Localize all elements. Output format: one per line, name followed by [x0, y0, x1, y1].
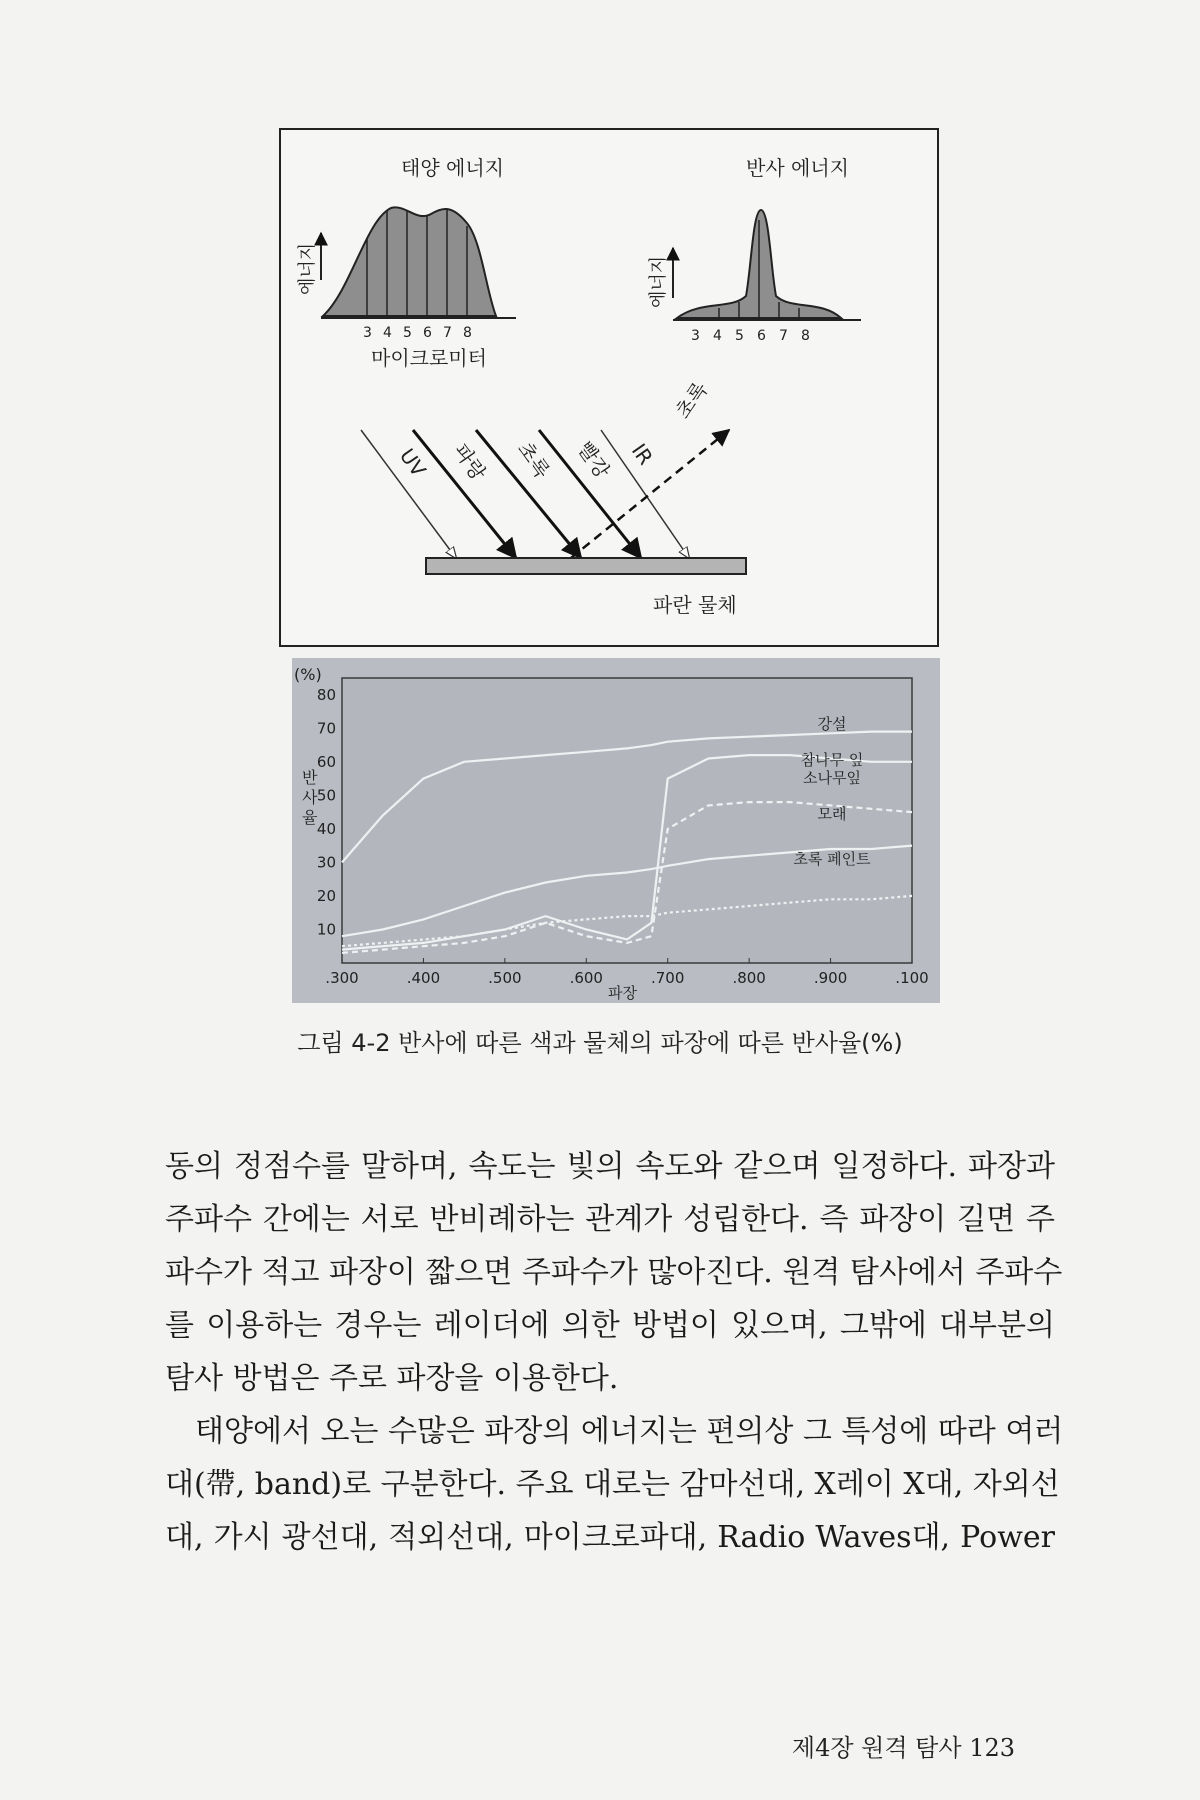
y-tick-label: 70 [316, 719, 336, 738]
svg-text:7: 7 [779, 328, 788, 344]
ray-label-uv: UV [394, 444, 431, 482]
blue-object-bar [426, 558, 746, 574]
y-tick-label: 80 [316, 685, 336, 704]
body-line-5: 탐사 방법은 주로 파장을 이용한다. [165, 1361, 619, 1396]
footer-chapter: 제4장 원격 탐사 [791, 1734, 962, 1762]
x-tick-label: .400 [406, 969, 441, 987]
reflected-energy-title: 반사 에너지 [746, 156, 849, 180]
reflection-diagram [281, 130, 937, 645]
x-axis-label: 파장 [608, 984, 637, 1002]
svg-text:7: 7 [443, 325, 452, 341]
svg-text:8: 8 [463, 325, 472, 341]
x-tick-label: .800 [732, 969, 766, 987]
svg-text:5: 5 [403, 325, 412, 341]
body-line-3: 파수가 적고 파장이 짧으면 주파수가 많아진다. 원격 탐사에서 주파수 [165, 1255, 1063, 1290]
y-tick-label: 30 [316, 853, 336, 872]
series-label-1: 참나무 잎 [800, 751, 864, 769]
blue-object-label: 파란 물체 [653, 593, 737, 617]
figure-diagram-box [279, 128, 939, 647]
x-tick-label: .900 [813, 969, 848, 987]
y-tick-label: 50 [316, 786, 336, 805]
energy-axis-label-left: 에너지 [297, 242, 318, 295]
body-line-6: 태양에서 오는 수많은 파장의 에너지는 편의상 그 특성에 따라 여러 [195, 1414, 1064, 1449]
ray-label-ir: IR [626, 439, 658, 470]
ray-label-blue: 파랑 [448, 439, 491, 485]
solar-energy-curve [323, 207, 496, 316]
body-line-4: 를 이용하는 경우는 레이더에 의한 방법이 있으며, 그밖에 대부분의 [165, 1308, 1055, 1343]
svg-text:4: 4 [713, 328, 722, 344]
series-label-3: 모래 [817, 805, 847, 823]
y-tick-label: 10 [316, 920, 336, 939]
x-tick-label: .600 [569, 969, 603, 987]
energy-axis-label-right: 에너지 [648, 255, 669, 308]
svg-text:6: 6 [757, 328, 766, 344]
svg-text:4: 4 [383, 325, 392, 341]
reflectance-chart [292, 658, 940, 1003]
x-tick-label: .100 [895, 969, 929, 987]
y-tick-label: 40 [316, 819, 336, 838]
svg-text:3: 3 [363, 325, 372, 341]
body-line-7: 대(帶, band)로 구분한다. 주요 대로는 감마선대, X레이 X대, 자외선 [165, 1467, 1060, 1502]
svg-text:3: 3 [691, 328, 700, 344]
figure-caption: 그림 4-2 반사에 따른 색과 물체의 파장에 따른 반사율(%) [297, 1029, 903, 1057]
series-label-2: 소나무잎 [803, 769, 861, 787]
y-tick-label: 60 [316, 752, 336, 771]
y-axis-label: 반 사 율 [302, 768, 318, 827]
ray-label-red: 빨강 [572, 437, 615, 483]
page-footer [792, 1728, 1015, 1763]
reflectance-chart-panel [292, 658, 940, 1003]
x-tick-label: .700 [651, 969, 685, 987]
micro-ticks-right [691, 328, 810, 344]
footer-page-number: 123 [969, 1734, 1015, 1762]
series-label-4: 초록 페인트 [793, 850, 871, 868]
svg-text:6: 6 [423, 325, 432, 341]
svg-text:5: 5 [735, 328, 744, 344]
x-tick-label: .500 [488, 969, 522, 987]
micro-ticks-left [363, 325, 472, 341]
svg-text:8: 8 [801, 328, 810, 344]
x-tick-label: .300 [325, 969, 359, 987]
body-line-2: 주파수 간에는 서로 반비례하는 관계가 성립한다. 즉 파장이 길면 주 [165, 1202, 1055, 1237]
series-label-0: 강설 [817, 715, 847, 733]
ray-label-reflected-green: 초록 [670, 377, 713, 423]
body-line-8: 대, 가시 광선대, 적외선대, 마이크로파대, Radio Waves대, Power [165, 1520, 1055, 1555]
body-line-1: 동의 정점수를 말하며, 속도는 빛의 속도와 같으며 일정하다. 파장과 [165, 1149, 1055, 1184]
micrometer-axis-label: 마이크로미터 [371, 346, 487, 370]
ray-label-green: 초록 [512, 437, 555, 483]
unit-label: (%) [294, 665, 322, 684]
solar-energy-title: 태양 에너지 [401, 156, 504, 180]
y-tick-label: 20 [316, 886, 336, 905]
